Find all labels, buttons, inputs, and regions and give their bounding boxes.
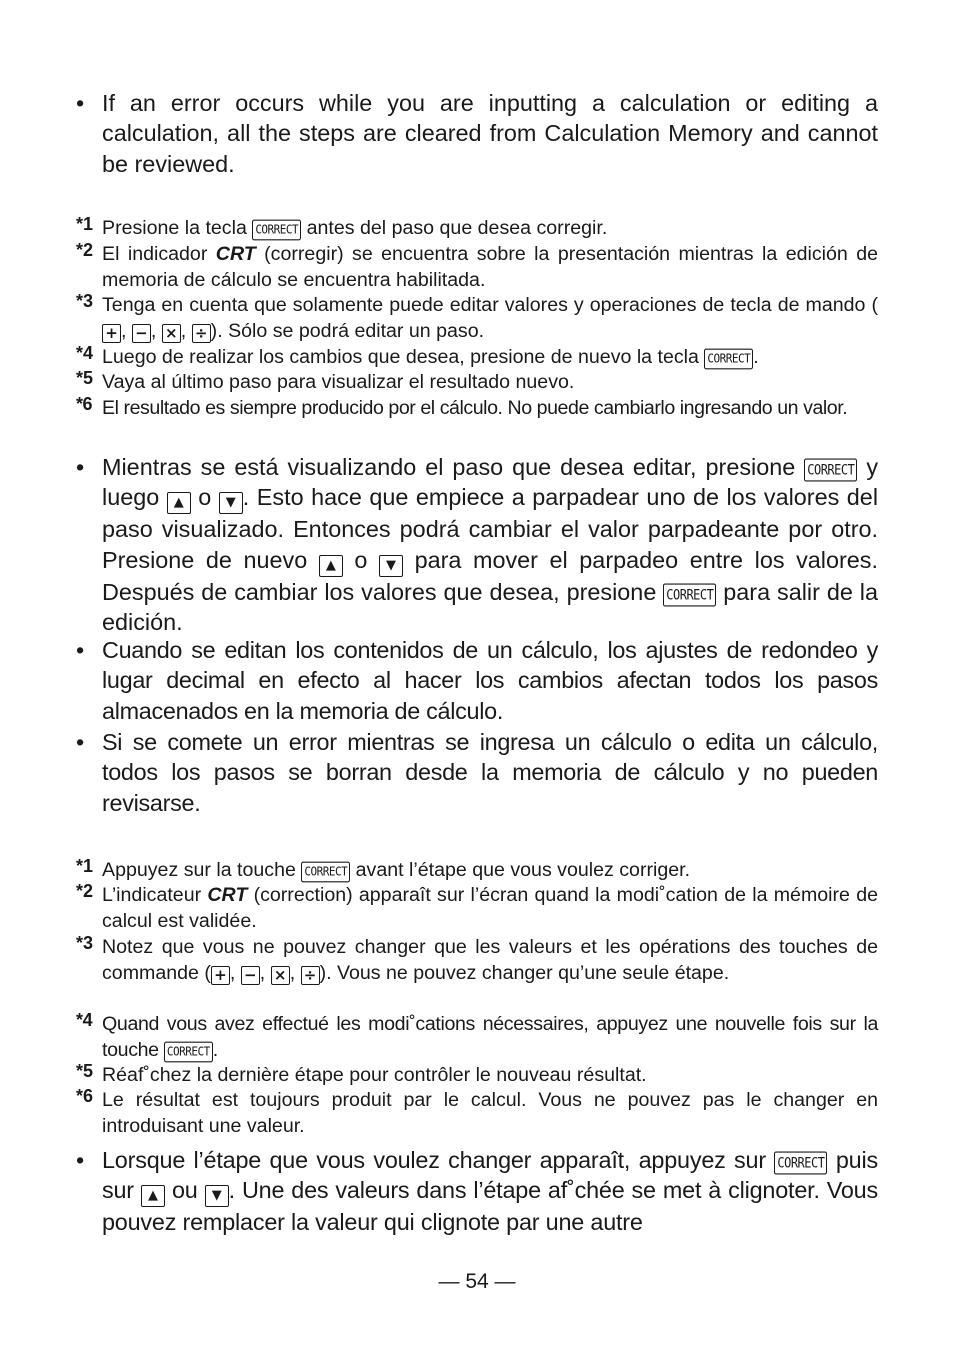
es-bullet-edit: • Mientras se está visualizando el paso que desea editar, presione CORRECT y luego ▲ o ▼ . Esto hace que empiece a parpadear uno de los valores del paso visualizado. Entonces podrá cambiar el valor parpadeante por otro. Presione de nuevo ▲ o ▼ para mover el parpadeo entre los valores. Después de cambiar los valores que desea, presione CORRECT para salir de la edición. — [76, 454, 879, 636]
times-key-icon: × — [162, 324, 181, 343]
es-footnote-2: *2 El indicador CRT (corregir) se encuentra sobre la presentación mientras la edición de memoria de cálculo se encuentra habilitada. — [76, 240, 878, 291]
fr-footnote-4: *4 Quand vous avez effectué les modi˚cations nécessaires, appuyez une nouvelle fois sur la touche CORRECT . — [76, 1010, 878, 1061]
footnote-marker: *1 — [76, 214, 94, 234]
up-arrow-key-icon: ▲ — [319, 555, 343, 577]
correct-key-icon: CORRECT — [301, 862, 350, 883]
es-footnote-3: *3 Tenga en cuenta que solamente puede editar valores y operaciones de tecla de mando (+ , − , × , ÷ ). Sólo se podrá editar un paso. — [76, 291, 878, 342]
fr-footnote-1: *1 Appuyez sur la touche CORRECT avant l’étape que vous voulez corriger. — [76, 856, 691, 881]
correct-key-icon: CORRECT — [663, 583, 716, 606]
correct-key-icon: CORRECT — [774, 1152, 827, 1175]
correct-key-icon: CORRECT — [704, 349, 753, 370]
bullet-dot: • — [76, 1147, 84, 1173]
up-arrow-key-icon: ▲ — [141, 1185, 165, 1207]
es-footnote-1: *1 Presione la tecla CORRECT antes del paso que desea corregir. — [76, 214, 608, 239]
es-bullet-rounding: • Cuando se editan los contenidos de un cálculo, los ajustes de redondeo y lugar decimal en efecto al hacer los cambios afectan todos los pasos almacenados en la memoria de cálculo. — [76, 637, 878, 724]
es-footnote-5: *5 Vaya al último paso para visualizar el resultado nuevo. — [76, 368, 575, 393]
minus-key-icon: − — [132, 324, 151, 343]
page-number: — 54 — — [438, 1270, 516, 1293]
correct-key-icon: CORRECT — [252, 220, 301, 241]
divide-key-icon: ÷ — [301, 966, 320, 985]
es-bullet-error: • Si se comete un error mientras se ingresa un cálculo o edita un cálculo, todos los pasos se borran desde la memoria de cálculo y no pueden revisarse. — [76, 729, 878, 816]
divide-key-icon: ÷ — [192, 324, 211, 343]
bullet-dot: • — [76, 729, 84, 755]
fr-footnote-6: *6 Le résultat est toujours produit par le calcul. Vous ne pouvez pas le changer en introduisant une valeur. — [76, 1086, 878, 1137]
footnote-marker: *4 — [76, 1010, 93, 1030]
fr-footnote-3: *3 Notez que vous ne pouvez changer que les valeurs et les opérations des touches de commande ( + , − , × , ÷ ). Vous ne pouvez changer qu’une seule étape. — [76, 933, 878, 984]
english-bullet-text: If an error occurs while you are inputting a calculation or editing a calculation, all the steps are cleared from Calculation Memory and cannot be reviewed. — [102, 90, 878, 177]
correct-key-icon: CORRECT — [804, 459, 857, 482]
footnote-marker: *3 — [76, 291, 94, 311]
down-arrow-key-icon: ▼ — [219, 492, 243, 514]
footnote-marker: *3 — [76, 933, 94, 953]
fr-footnote-5: *5 Réaf˚chez la dernière étape pour contrôler le nouveau résultat. — [76, 1061, 647, 1086]
footnote-marker: *6 — [76, 1086, 94, 1106]
es-footnote-4: *4 Luego de realizar los cambios que desea, presione de nuevo la tecla CORRECT . — [76, 343, 759, 368]
plus-key-icon: + — [211, 966, 230, 985]
bullet-dot: • — [76, 637, 84, 663]
footnote-marker: *4 — [76, 343, 94, 363]
bullet-dot: • — [76, 90, 85, 116]
es-footnote-6: *6 El resultado es siempre producido por el cálculo. No puede cambiarlo ingresando un valor. — [76, 394, 848, 419]
fr-footnote-2: *2 L’indicateur CRT (correction) apparaît sur l’écran quand la modi˚cation de la mémoire de calcul est validée. — [76, 881, 878, 932]
footnote-marker: *2 — [76, 240, 94, 260]
times-key-icon: × — [271, 966, 290, 985]
down-arrow-key-icon: ▼ — [205, 1185, 229, 1207]
correct-key-icon: CORRECT — [164, 1041, 213, 1062]
footnote-marker: *5 — [76, 368, 94, 388]
down-arrow-key-icon: ▼ — [379, 555, 403, 577]
crt-indicator: CRT — [207, 884, 248, 906]
fr-bullet-edit: • Lorsque l’étape que vous voulez changer apparaît, appuyez sur CORRECT puis sur ▲ ou ▼ . Une des valeurs dans l’étape af˚chée se met à clignoter. Vous pouvez remplacer la valeur qui clignote par une autre — [76, 1147, 878, 1236]
bullet-dot: • — [76, 454, 85, 480]
crt-indicator: CRT — [215, 243, 256, 265]
footnote-marker: *1 — [76, 856, 94, 876]
footnote-marker: *2 — [76, 881, 94, 901]
english-bullet-error — [76, 88, 878, 179]
up-arrow-key-icon: ▲ — [167, 492, 191, 514]
footnote-marker: *5 — [76, 1061, 94, 1081]
plus-key-icon: + — [102, 324, 121, 343]
footnote-marker: *6 — [76, 394, 93, 414]
minus-key-icon: − — [241, 966, 260, 985]
